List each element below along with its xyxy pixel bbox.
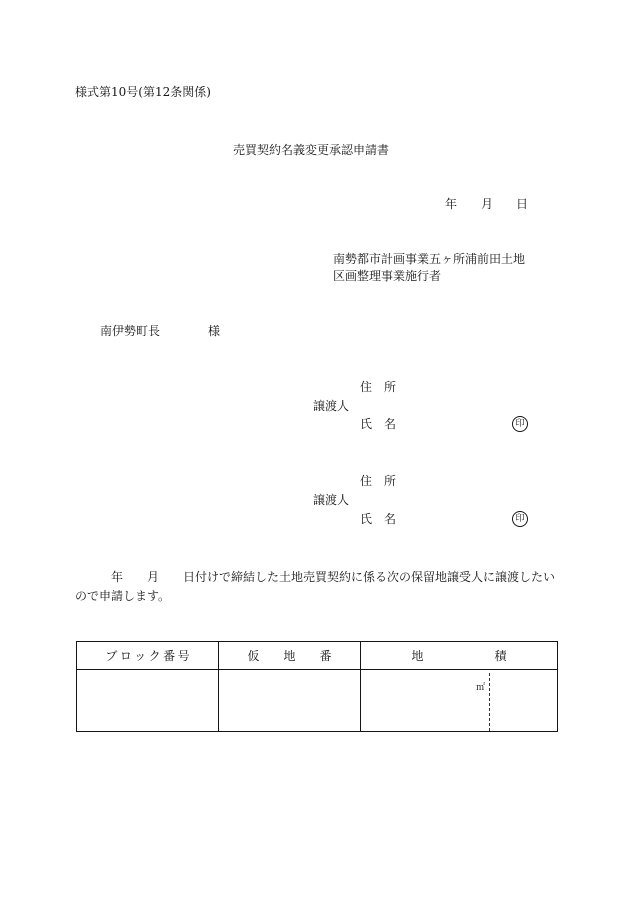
- area-decimal-divider: [489, 673, 490, 731]
- party-2-seal-icon: 印: [512, 511, 528, 527]
- block-number-cell: [77, 670, 219, 732]
- provisional-lot-number-cell: [219, 670, 361, 732]
- lot-table: [76, 641, 578, 732]
- header-provisional-lot-number-label: 仮地番: [247, 648, 356, 663]
- party-1-role: 譲渡人: [313, 399, 350, 413]
- party-1-name-label: 氏 名: [360, 417, 397, 431]
- body-month-label: 月: [147, 570, 160, 584]
- applicant-line-1: 南勢都市計画事業五ヶ所浦前田土地: [333, 252, 526, 266]
- applicant-line-2: 区画整理事業施行者: [333, 269, 442, 283]
- addressee-name: 南伊勢町長: [100, 324, 161, 338]
- date-day-label: 日: [516, 197, 529, 211]
- body-line-2: ので申請します。: [75, 589, 171, 603]
- body-year-label: 年: [111, 570, 124, 584]
- body-line-1: 日付けで締結した土地売買契約に係る次の保留地譲受人に譲渡したい: [183, 570, 556, 584]
- party-1-seal-icon: 印: [512, 416, 528, 432]
- header-block-number: [77, 642, 219, 670]
- party-2-name-label: 氏 名: [360, 512, 397, 526]
- header-provisional-lot-number: [219, 642, 361, 670]
- party-1-address-label: 住 所: [360, 380, 397, 394]
- party-2-address-label: 住 所: [360, 474, 397, 488]
- table-row: [77, 670, 558, 732]
- table-header-row: [77, 642, 558, 670]
- area-unit: ㎡: [476, 683, 486, 693]
- area-cell: [361, 670, 558, 732]
- document-title: 売買契約名義変更承認申請書: [233, 143, 390, 157]
- header-area-label: 地積: [411, 648, 578, 663]
- addressee-honorific: 様: [208, 324, 221, 338]
- date-year-label: 年: [445, 197, 458, 211]
- date-month-label: 月: [481, 197, 494, 211]
- header-block-number-label: ブロック番号: [105, 648, 193, 663]
- header-area: [361, 642, 578, 670]
- party-2-role: 譲渡人: [313, 493, 350, 507]
- form-number: 様式第10号(第12条関係): [75, 85, 211, 99]
